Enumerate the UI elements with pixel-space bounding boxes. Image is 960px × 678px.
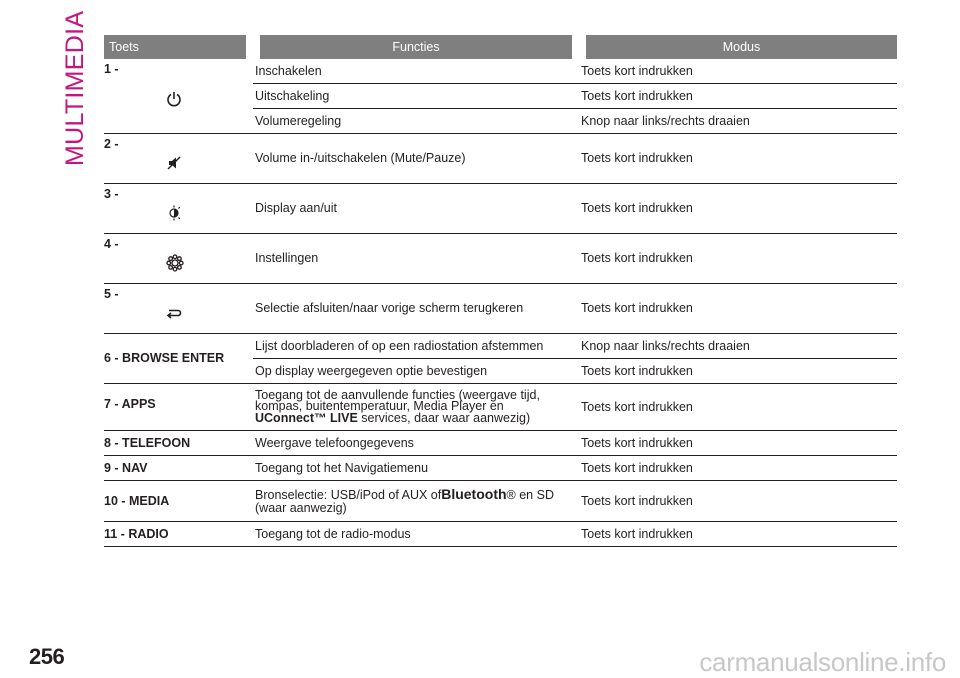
controls-table — [104, 35, 897, 547]
back-arrow-icon — [166, 305, 182, 321]
function-cell: Weergave telefoongegevens — [253, 431, 579, 456]
section-title: MULTIMEDIA — [61, 10, 89, 166]
mode-cell: Toets kort indrukken — [579, 234, 897, 284]
function-cell — [253, 384, 579, 431]
mode-cell: Toets kort indrukken — [579, 456, 897, 481]
table-row — [104, 134, 897, 184]
function-cell: Toegang tot het Navigatiemenu — [253, 456, 579, 481]
key-label: 2 - — [104, 137, 119, 151]
key-cell: 10 - MEDIA — [104, 481, 253, 522]
function-cell — [253, 481, 579, 522]
mode-cell: Toets kort indrukken — [579, 384, 897, 431]
function-cell: Uitschakeling — [253, 84, 579, 109]
mode-cell: Toets kort indrukken — [579, 59, 897, 84]
table-row — [104, 481, 897, 522]
key-cell: 11 - RADIO — [104, 522, 253, 547]
function-text: ® en SD — [506, 487, 554, 502]
table-row — [104, 234, 897, 284]
mode-cell: Toets kort indrukken — [579, 481, 897, 522]
mode-cell: Knop naar links/rechts draaien — [579, 334, 897, 359]
watermark: carmanualsonline.info — [699, 647, 946, 677]
key-label: 3 - — [104, 187, 119, 201]
key-cell: 7 - APPS — [104, 384, 253, 431]
mode-cell: Toets kort indrukken — [579, 134, 897, 184]
function-cell: Volumeregeling — [253, 109, 579, 134]
key-cell — [104, 184, 253, 234]
key-cell — [104, 59, 253, 134]
header-mode: Modus — [579, 35, 897, 59]
function-cell: Inschakelen — [253, 59, 579, 84]
key-label: 5 - — [104, 287, 119, 301]
function-cell: Volume in-/uitschakelen (Mute/Pauze) — [253, 134, 579, 184]
display-brightness-icon — [166, 205, 182, 221]
key-label: 4 - — [104, 237, 119, 251]
settings-gear-icon — [166, 254, 184, 272]
key-cell — [104, 134, 253, 184]
power-icon — [166, 91, 182, 107]
table-header-row — [104, 35, 897, 59]
mode-cell: Toets kort indrukken — [579, 431, 897, 456]
function-cell: Instellingen — [253, 234, 579, 284]
function-cell: Lijst doorbladeren of op een radiostation afstemmen — [253, 334, 579, 359]
header-key: Toets — [104, 35, 253, 59]
mode-cell: Knop naar links/rechts draaien — [579, 109, 897, 134]
mode-cell: Toets kort indrukken — [579, 284, 897, 334]
function-text: (waar aanwezig) — [255, 500, 347, 515]
key-cell: 9 - NAV — [104, 456, 253, 481]
key-cell — [104, 284, 253, 334]
table-row — [104, 384, 897, 431]
mode-cell: Toets kort indrukken — [579, 359, 897, 384]
table-row — [104, 334, 897, 359]
table-row — [104, 456, 897, 481]
table-row — [104, 184, 897, 234]
key-cell: 6 - BROWSE ENTER — [104, 334, 253, 384]
table-row — [104, 59, 897, 84]
function-cell: Op display weergegeven optie bevestigen — [253, 359, 579, 384]
function-cell: Display aan/uit — [253, 184, 579, 234]
function-cell: Selectie afsluiten/naar vorige scherm terugkeren — [253, 284, 579, 334]
mode-cell: Toets kort indrukken — [579, 184, 897, 234]
header-functions: Functies — [253, 35, 579, 59]
key-label: 1 - — [104, 62, 119, 76]
mode-cell: Toets kort indrukken — [579, 522, 897, 547]
table-row — [104, 431, 897, 456]
mute-icon — [166, 155, 182, 171]
mode-cell: Toets kort indrukken — [579, 84, 897, 109]
function-text-bold: UConnect™ LIVE — [255, 410, 358, 425]
function-cell: Toegang tot de radio-modus — [253, 522, 579, 547]
function-text: services, daar waar aanwezig) — [361, 410, 531, 425]
table-row — [104, 522, 897, 547]
section-sidebar — [58, 10, 89, 180]
function-text: Bronselectie: USB/iPod of AUX of — [255, 487, 442, 502]
function-text: Toegang tot de aanvullende functies (weergave tijd, kompas, buitentemperatuur, Media Player en — [255, 387, 540, 414]
function-text-bold: Bluetooth — [441, 485, 507, 502]
key-cell: 8 - TELEFOON — [104, 431, 253, 456]
table-row — [104, 284, 897, 334]
page-number: 256 — [29, 644, 65, 669]
key-cell — [104, 234, 253, 284]
